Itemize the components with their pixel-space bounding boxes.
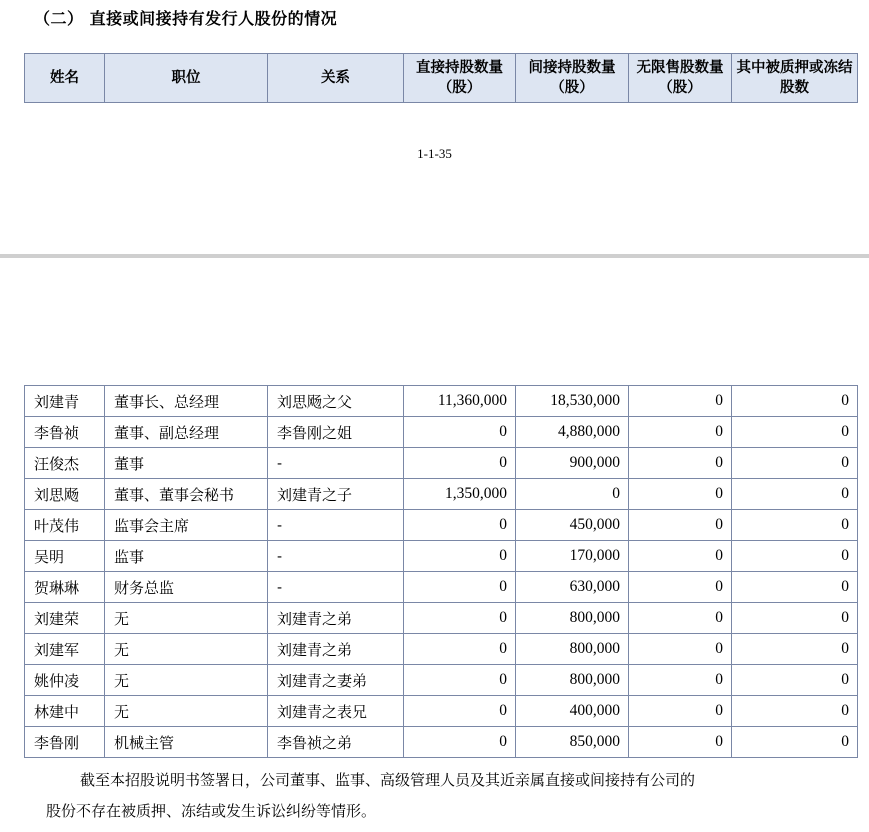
cell-direct-shares: 0: [404, 510, 516, 541]
shareholding-table-body: [24, 385, 858, 758]
cell-direct-shares: 0: [404, 665, 516, 696]
cell-pledged-shares: 0: [732, 572, 858, 603]
cell-name: 叶茂伟: [25, 510, 105, 541]
page-number: 1-1-35: [417, 146, 452, 161]
cell-name: 刘思飏: [25, 479, 105, 510]
cell-pledged-shares: 0: [732, 510, 858, 541]
cell-indirect-shares: 850,000: [516, 727, 629, 758]
cell-indirect-shares: 630,000: [516, 572, 629, 603]
table-row: [25, 665, 858, 696]
cell-unrestricted-shares: 0: [629, 634, 732, 665]
cell-position: 董事: [105, 448, 268, 479]
cell-position: 监事会主席: [105, 510, 268, 541]
cell-direct-shares: 0: [404, 417, 516, 448]
cell-relation: 刘建青之弟: [268, 603, 404, 634]
cell-position: 财务总监: [105, 572, 268, 603]
cell-relation: 刘建青之子: [268, 479, 404, 510]
cell-indirect-shares: 800,000: [516, 665, 629, 696]
cell-relation: 李鲁祯之弟: [268, 727, 404, 758]
cell-pledged-shares: 0: [732, 665, 858, 696]
cell-direct-shares: 0: [404, 696, 516, 727]
cell-pledged-shares: 0: [732, 541, 858, 572]
cell-pledged-shares: 0: [732, 386, 858, 417]
cell-position: 无: [105, 665, 268, 696]
cell-unrestricted-shares: 0: [629, 603, 732, 634]
cell-relation: -: [268, 572, 404, 603]
cell-unrestricted-shares: 0: [629, 448, 732, 479]
table-row: [25, 417, 858, 448]
table-row: [25, 448, 858, 479]
page-break-divider: [0, 254, 869, 258]
cell-pledged-shares: 0: [732, 479, 858, 510]
cell-pledged-shares: 0: [732, 634, 858, 665]
cell-position: 董事、董事会秘书: [105, 479, 268, 510]
table-row: [25, 634, 858, 665]
cell-unrestricted-shares: 0: [629, 479, 732, 510]
cell-direct-shares: 0: [404, 634, 516, 665]
table-row: [25, 696, 858, 727]
cell-unrestricted-shares: 0: [629, 386, 732, 417]
header-indirect-shares: 间接持股数量（股）: [516, 54, 629, 103]
note-line-2: 股份不存在被质押、冻结或发生诉讼纠纷等情形。: [46, 802, 377, 820]
cell-relation: -: [268, 510, 404, 541]
cell-direct-shares: 0: [404, 448, 516, 479]
cell-position: 董事长、总经理: [105, 386, 268, 417]
cell-relation: 刘建青之妻弟: [268, 665, 404, 696]
header-name: 姓名: [25, 54, 105, 103]
cell-position: 无: [105, 634, 268, 665]
cell-name: 林建中: [25, 696, 105, 727]
header-relation: 关系: [268, 54, 404, 103]
cell-unrestricted-shares: 0: [629, 510, 732, 541]
cell-unrestricted-shares: 0: [629, 417, 732, 448]
cell-name: 刘建青: [25, 386, 105, 417]
table-row: [25, 479, 858, 510]
cell-indirect-shares: 800,000: [516, 634, 629, 665]
cell-direct-shares: 0: [404, 541, 516, 572]
cell-relation: 李鲁刚之姐: [268, 417, 404, 448]
cell-name: 李鲁刚: [25, 727, 105, 758]
cell-name: 贺琳琳: [25, 572, 105, 603]
cell-direct-shares: 0: [404, 572, 516, 603]
cell-position: 机械主管: [105, 727, 268, 758]
cell-position: 监事: [105, 541, 268, 572]
cell-indirect-shares: 0: [516, 479, 629, 510]
cell-relation: -: [268, 448, 404, 479]
cell-name: 刘建军: [25, 634, 105, 665]
table-row: [25, 541, 858, 572]
cell-relation: 刘思飏之父: [268, 386, 404, 417]
header-direct-shares: 直接持股数量（股）: [404, 54, 516, 103]
cell-unrestricted-shares: 0: [629, 696, 732, 727]
cell-indirect-shares: 450,000: [516, 510, 629, 541]
cell-name: 李鲁祯: [25, 417, 105, 448]
cell-indirect-shares: 4,880,000: [516, 417, 629, 448]
header-position: 职位: [105, 54, 268, 103]
cell-direct-shares: 1,350,000: [404, 479, 516, 510]
cell-name: 汪俊杰: [25, 448, 105, 479]
header-pledged-shares: 其中被质押或冻结股数: [732, 54, 858, 103]
cell-pledged-shares: 0: [732, 448, 858, 479]
cell-indirect-shares: 800,000: [516, 603, 629, 634]
header-unrestricted-shares: 无限售股数量（股）: [629, 54, 732, 103]
cell-pledged-shares: 0: [732, 417, 858, 448]
table-row: [25, 386, 858, 417]
cell-indirect-shares: 170,000: [516, 541, 629, 572]
cell-direct-shares: 11,360,000: [404, 386, 516, 417]
cell-name: 姚仲凌: [25, 665, 105, 696]
cell-pledged-shares: 0: [732, 603, 858, 634]
table-row: [25, 727, 858, 758]
cell-direct-shares: 0: [404, 603, 516, 634]
cell-unrestricted-shares: 0: [629, 727, 732, 758]
cell-position: 无: [105, 696, 268, 727]
cell-indirect-shares: 900,000: [516, 448, 629, 479]
cell-name: 吴明: [25, 541, 105, 572]
cell-pledged-shares: 0: [732, 696, 858, 727]
cell-relation: -: [268, 541, 404, 572]
cell-unrestricted-shares: 0: [629, 541, 732, 572]
table-row: [25, 510, 858, 541]
cell-name: 刘建荣: [25, 603, 105, 634]
cell-direct-shares: 0: [404, 727, 516, 758]
cell-unrestricted-shares: 0: [629, 665, 732, 696]
table-row: [25, 603, 858, 634]
cell-position: 董事、副总经理: [105, 417, 268, 448]
cell-indirect-shares: 18,530,000: [516, 386, 629, 417]
cell-position: 无: [105, 603, 268, 634]
table-row: [25, 572, 858, 603]
pledge-disclosure-note: [46, 765, 846, 827]
cell-unrestricted-shares: 0: [629, 572, 732, 603]
note-line-1: 截至本招股说明书签署日，公司董事、监事、高级管理人员及其近亲属直接或间接持有公司的: [80, 771, 696, 789]
shareholding-table-header: [24, 53, 858, 103]
section-title: （二） 直接或间接持有发行人股份的情况: [34, 9, 338, 28]
cell-indirect-shares: 400,000: [516, 696, 629, 727]
cell-relation: 刘建青之弟: [268, 634, 404, 665]
cell-relation: 刘建青之表兄: [268, 696, 404, 727]
cell-pledged-shares: 0: [732, 727, 858, 758]
